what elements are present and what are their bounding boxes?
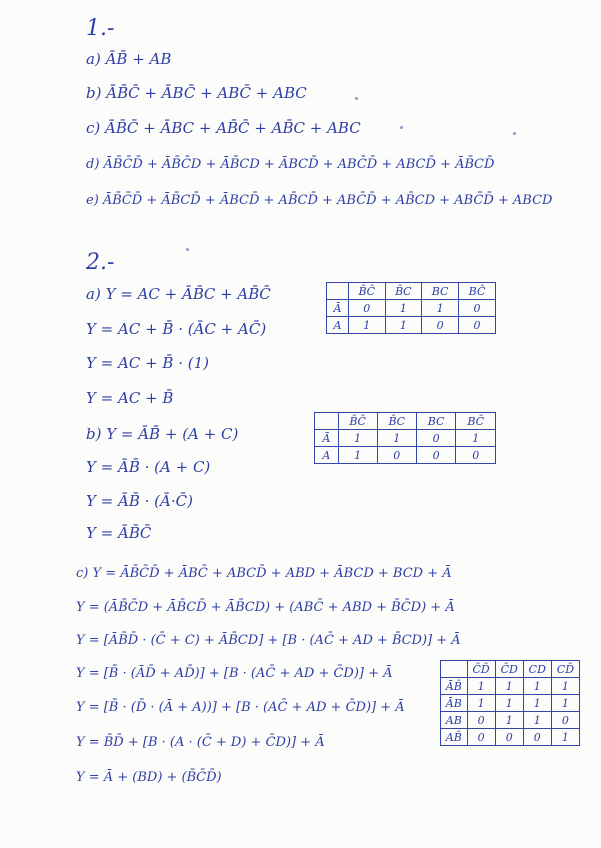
kmap-col-header: C̄D: [495, 661, 523, 678]
kmap-row-label: Ā: [327, 300, 349, 317]
section-2c-line-4: Y = [B̄ · (ĀD̄ + AD̄)] + [B · (AC̄ + AD + C̄D)] + Ā: [76, 666, 393, 681]
kmap-cell: 1: [456, 430, 496, 447]
kmap-cell: 0: [459, 317, 496, 334]
kmap-cell: 1: [377, 430, 416, 447]
section-2c-line-6: Y = B̄D̄ + [B · (A · (C̄ + D) + C̄D)] + Ā: [76, 735, 325, 750]
kmap-cell: 1: [551, 695, 579, 712]
section-1-item-a: a) ĀB̄ + AB: [86, 50, 172, 68]
kmap-2a-row: [327, 317, 496, 334]
kmap-col-header: BC̄: [459, 283, 496, 300]
kmap-row-label: Ā: [315, 430, 339, 447]
section-1-item-c: c) ĀB̄C̄ + ĀBC + AB̄C̄ + AB̄C + ABC: [86, 119, 361, 137]
kmap-cell: 0: [416, 430, 456, 447]
kmap-2b: [314, 412, 496, 464]
kmap-cell: 1: [467, 678, 495, 695]
section-2b-line-1: b) Y = ĀB̄ + (A + C): [86, 425, 239, 443]
kmap-col-header: CD: [523, 661, 551, 678]
kmap-row-label: ĀB: [441, 695, 468, 712]
kmap-cell: 1: [523, 695, 551, 712]
kmap-col-header: B̄C̄: [349, 283, 386, 300]
section-1-item-b: b) ĀB̄C̄ + ĀBC̄ + ABC̄ + ABC: [86, 84, 307, 102]
kmap-col-header: BC: [416, 413, 456, 430]
kmap-cell: 1: [467, 695, 495, 712]
kmap-cell: 0: [551, 712, 579, 729]
section-2c-line-2: Y = (ĀB̄C̄D + ĀB̄CD̄ + ĀB̄CD) + (ABC̄ + ABD + B̄C̄D) + Ā: [76, 600, 455, 615]
kmap-cell: 0: [523, 729, 551, 746]
section-2a-line-3: Y = AC + B̄ · (1): [86, 354, 209, 372]
section-2c-line-5: Y = [B̄ · (D̄ · (Ā + A))] + [B · (AC̄ + AD + C̄D)] + Ā: [76, 700, 405, 715]
kmap-col-header: B̄C: [377, 413, 416, 430]
kmap-corner: [441, 661, 468, 678]
kmap-cell: 0: [467, 712, 495, 729]
kmap-cell: 1: [495, 678, 523, 695]
section-2a-line-4: Y = AC + B̄: [86, 389, 174, 407]
kmap-row-label: AB: [441, 712, 468, 729]
kmap-cell: 0: [349, 300, 386, 317]
ink-speck: [355, 97, 358, 100]
kmap-row-label: AB̄: [441, 729, 468, 746]
kmap-2a-header-row: [327, 283, 496, 300]
kmap-cell: 1: [495, 712, 523, 729]
kmap-cell: 1: [551, 729, 579, 746]
ink-speck: [186, 248, 189, 251]
kmap-2c-row: [441, 729, 580, 746]
kmap-2c-row: [441, 678, 580, 695]
kmap-cell: 1: [422, 300, 459, 317]
kmap-2b-row: [315, 447, 496, 464]
kmap-row-label: A: [327, 317, 349, 334]
kmap-cell: 1: [338, 430, 377, 447]
kmap-cell: 1: [385, 317, 422, 334]
kmap-row-label: ĀB̄: [441, 678, 468, 695]
section-1-item-d: d) ĀB̄C̄D̄ + ĀB̄C̄D + ĀB̄CD + ĀBCD̄ + ABC̄D̄ + ABCD̄ + ĀB̄CD̄: [86, 157, 495, 172]
kmap-col-header: BC̄: [456, 413, 496, 430]
section-2-number: 2.-: [86, 250, 115, 275]
kmap-row-label: A: [315, 447, 339, 464]
section-1-item-e: e) ĀB̄C̄D̄ + ĀB̄CD̄ + ĀBCD̄ + AB̄CD̄ + ABC̄D̄ + AB̄CD + ABC̄D̄ + ABCD: [86, 193, 553, 208]
kmap-col-header: B̄C: [385, 283, 422, 300]
kmap-corner: [327, 283, 349, 300]
kmap-2a: [326, 282, 496, 334]
section-2b-line-4: Y = ĀB̄C̄: [86, 524, 152, 542]
kmap-2c: [440, 660, 580, 746]
kmap-2b-header-row: [315, 413, 496, 430]
ink-speck: [513, 132, 516, 135]
kmap-2a-row: [327, 300, 496, 317]
kmap-col-header: C̄D̄: [467, 661, 495, 678]
section-2c-line-3: Y = [ĀB̄D̄ · (C̄ + C) + ĀB̄CD] + [B · (AC̄ + AD + B̄CD)] + Ā: [76, 633, 461, 648]
kmap-cell: 0: [422, 317, 459, 334]
section-2a-line-2: Y = AC + B̄ · (ĀC + AC̄): [86, 320, 267, 338]
ink-speck: [400, 126, 403, 129]
kmap-col-header: BC: [422, 283, 459, 300]
kmap-cell: 1: [349, 317, 386, 334]
kmap-cell: 1: [523, 678, 551, 695]
kmap-2c-row: [441, 712, 580, 729]
kmap-cell: 1: [523, 712, 551, 729]
section-2b-line-2: Y = ĀB̄ · (A + C): [86, 458, 211, 476]
kmap-cell: 0: [459, 300, 496, 317]
kmap-corner: [315, 413, 339, 430]
kmap-2c-header-row: [441, 661, 580, 678]
section-2c-line-1: c) Y = ĀB̄C̄D̄ + ĀBC̄ + ABCD̄ + ABD + ĀBCD + BCD + Ā: [76, 566, 452, 581]
kmap-cell: 1: [495, 695, 523, 712]
section-2a-line-1: a) Y = AC + ĀB̄C + AB̄C̄: [86, 285, 271, 303]
kmap-2c-row: [441, 695, 580, 712]
kmap-cell: 0: [377, 447, 416, 464]
section-2b-line-3: Y = ĀB̄ · (Ā·C̄): [86, 492, 193, 510]
kmap-col-header: CD̄: [551, 661, 579, 678]
kmap-cell: 1: [385, 300, 422, 317]
kmap-cell: 1: [338, 447, 377, 464]
kmap-cell: 1: [551, 678, 579, 695]
kmap-cell: 0: [456, 447, 496, 464]
section-1-number: 1.-: [86, 16, 115, 41]
kmap-col-header: B̄C̄: [338, 413, 377, 430]
kmap-2b-row: [315, 430, 496, 447]
kmap-cell: 0: [416, 447, 456, 464]
kmap-cell: 0: [495, 729, 523, 746]
kmap-cell: 0: [467, 729, 495, 746]
section-2c-line-7: Y = Ā + (BD) + (B̄C̄D̄): [76, 770, 222, 785]
